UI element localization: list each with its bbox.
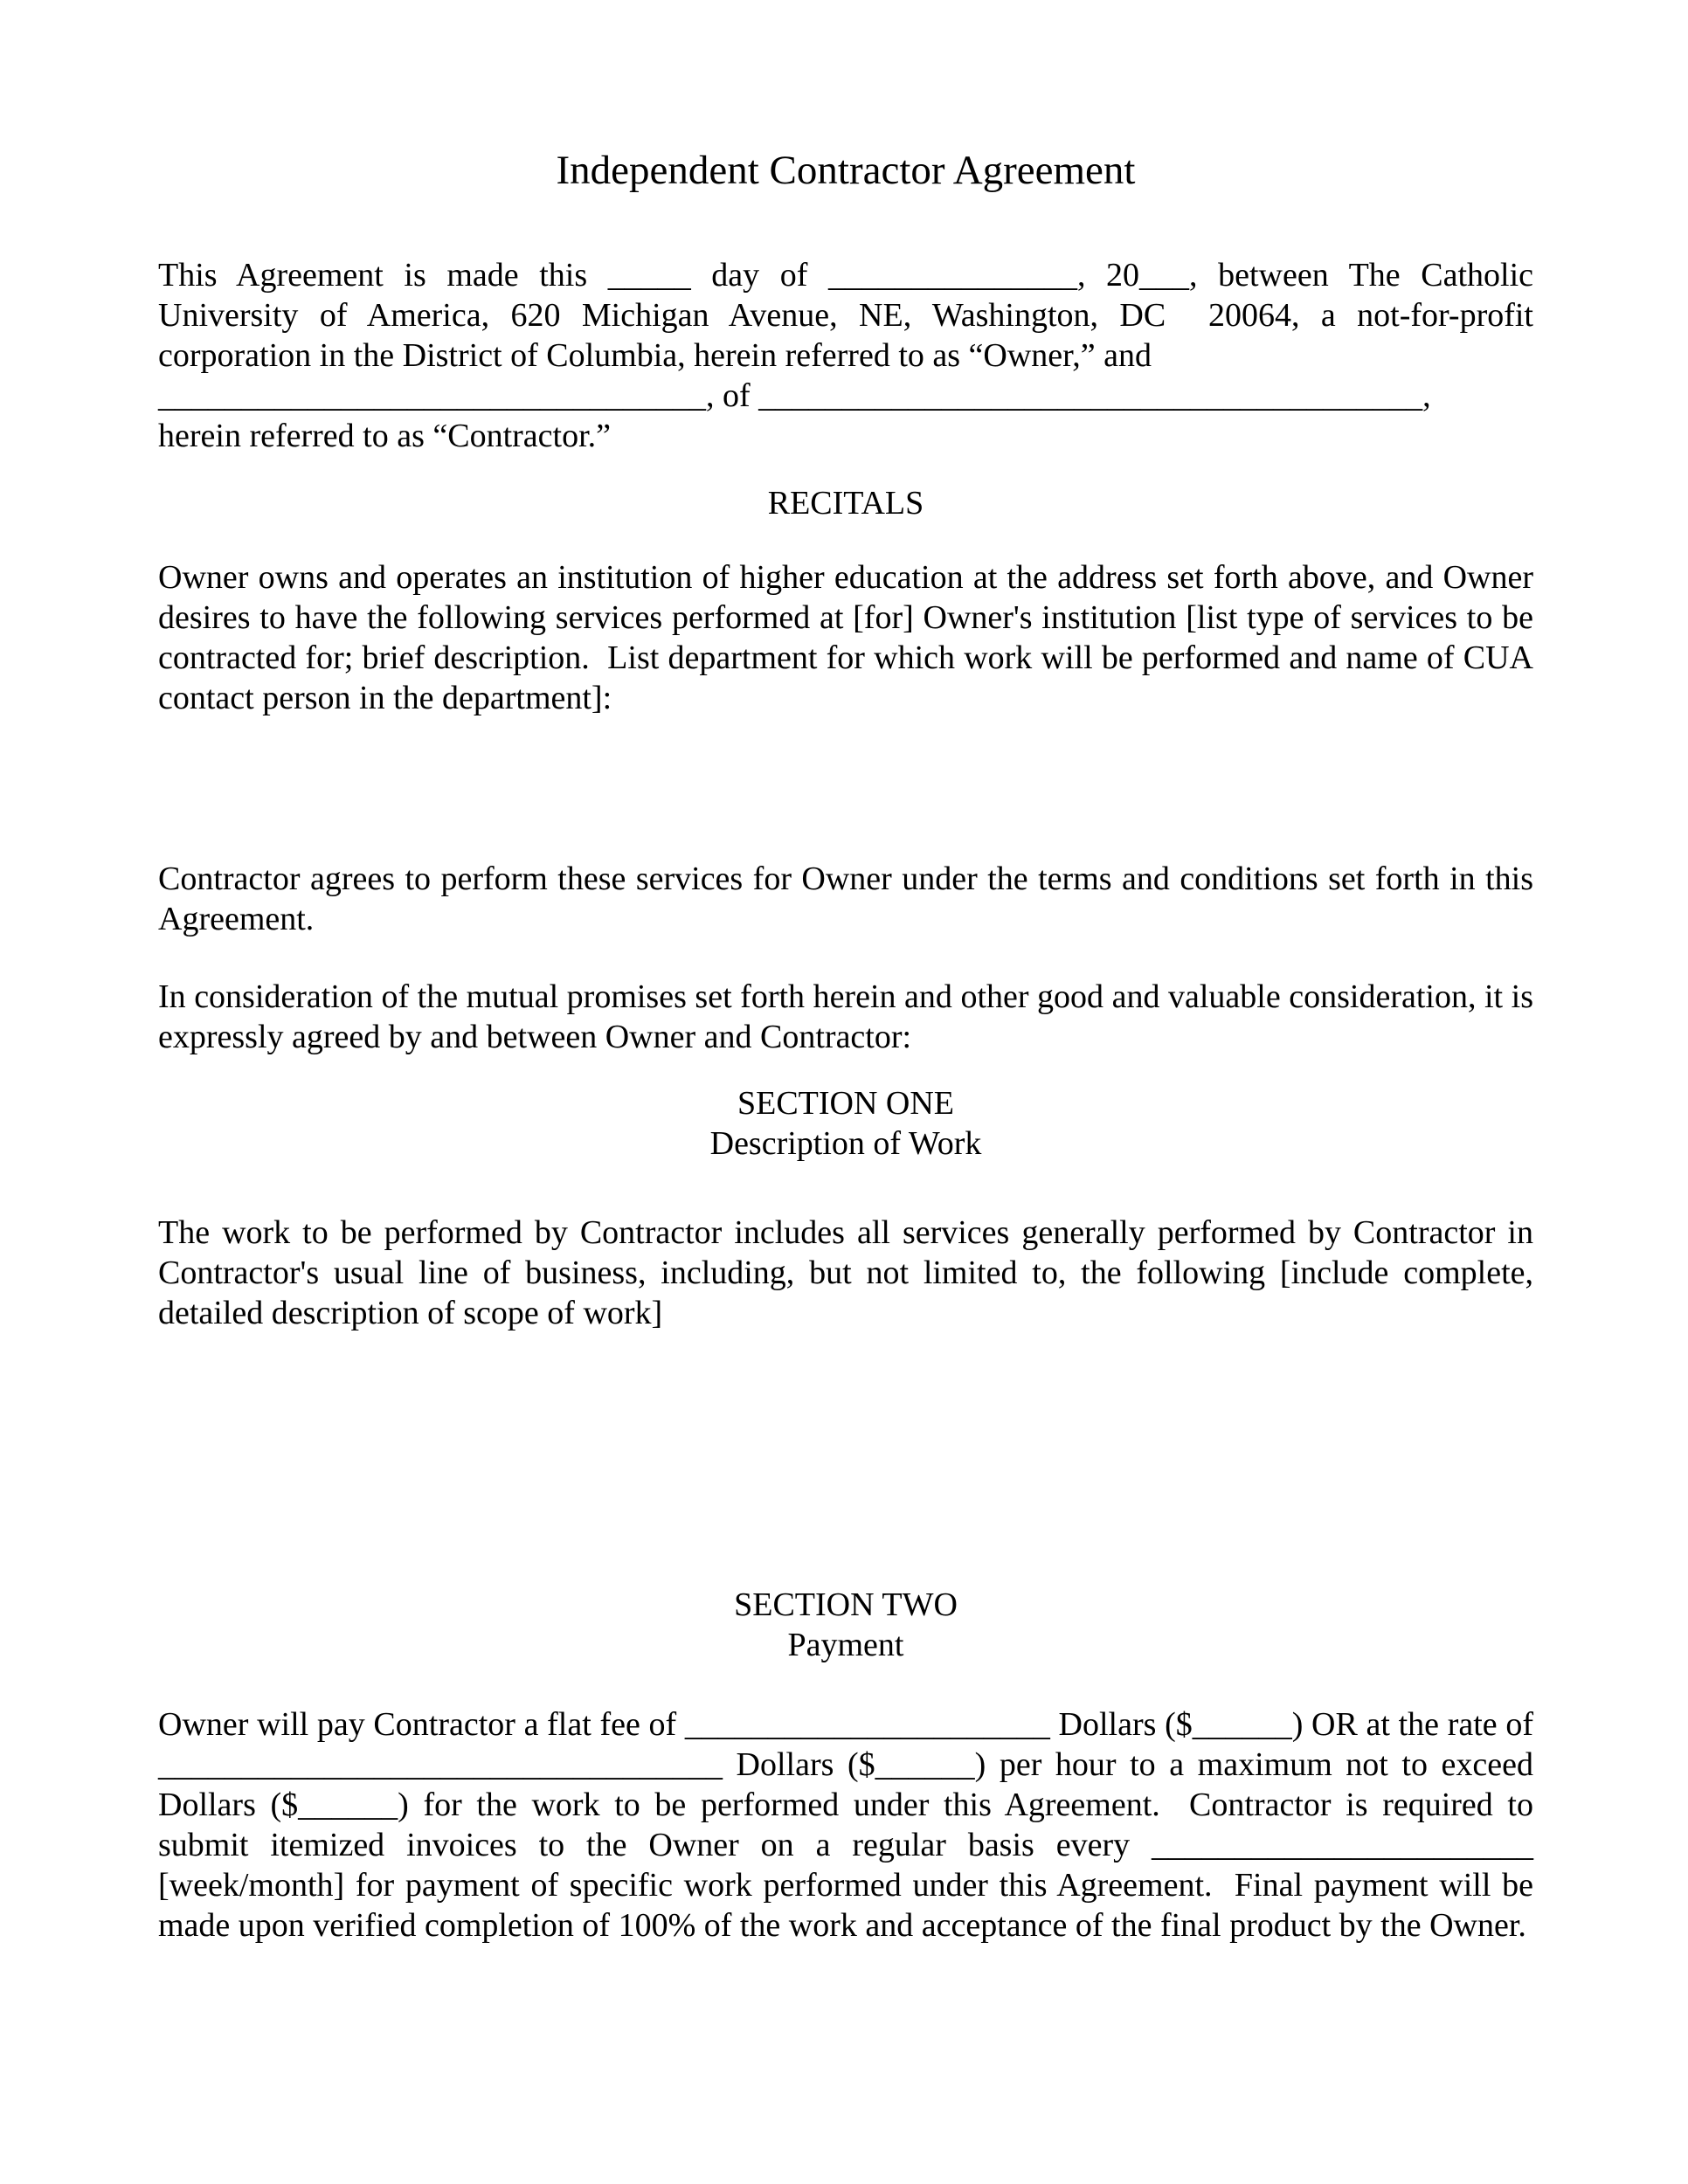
intro-paragraph — [158, 255, 1533, 456]
intro-text: This Agreement is made this _____ day of _______________, 20___, between The Catholic University of America, 620 Michigan Avenue, NE, Washington, DC 20064, a not-for-profit corporation in the District of Columbia, herein referred to as “Owner,” and — [158, 257, 1533, 374]
section-one-subheading: Description of Work — [709, 1125, 982, 1162]
section-two-payment-paragraph: Owner will pay Contractor a flat fee of ______________________ Dollars ($______) OR at the rate of __________________________________ Dollars ($______) per hour to a maximum not to exceed Dollars ($______) for the work to be performed under this Agreement. Contractor is required to submit itemized invoices to the Owner on a regular basis every _______________________ [week/month] for payment of specific work performed under this Agreement. Final payment will be made upon verified completion of 100% of the work and acceptance of the final product by the Owner. — [158, 1706, 1533, 1944]
document-title: Independent Contractor Agreement — [556, 148, 1136, 193]
contractor-reference-line: herein referred to as “Contractor.” — [158, 418, 612, 454]
section-two-subheading: Payment — [787, 1627, 904, 1663]
section-one-heading: SECTION ONE — [737, 1085, 955, 1122]
services-agreement-paragraph: Contractor agrees to perform these services for Owner under the terms and conditions set forth in this Agreement. — [158, 860, 1533, 937]
section-two-heading: SECTION TWO — [734, 1586, 958, 1623]
recitals-heading: RECITALS — [767, 485, 924, 522]
contractor-name-address-blank-line: _________________________________, of ________________________________________, — [158, 377, 1431, 414]
recitals-paragraph: Owner owns and operates an institution of higher education at the address set forth above, and Owner desires to have the following services performed at [for] Owner's institution [list type of services to be contracted for; brief description. List department for which work will be performed and name of CUA contact person in the department]: — [158, 559, 1533, 716]
consideration-paragraph: In consideration of the mutual promises set forth herein and other good and valuable consideration, it is expressly agreed by and between Owner and Contractor: — [158, 978, 1533, 1055]
section-one-paragraph: The work to be performed by Contractor includes all services generally performed by Contractor in Contractor's usual line of business, including, but not limited to, the following [include complete, detailed description of scope of work] — [158, 1214, 1533, 1331]
